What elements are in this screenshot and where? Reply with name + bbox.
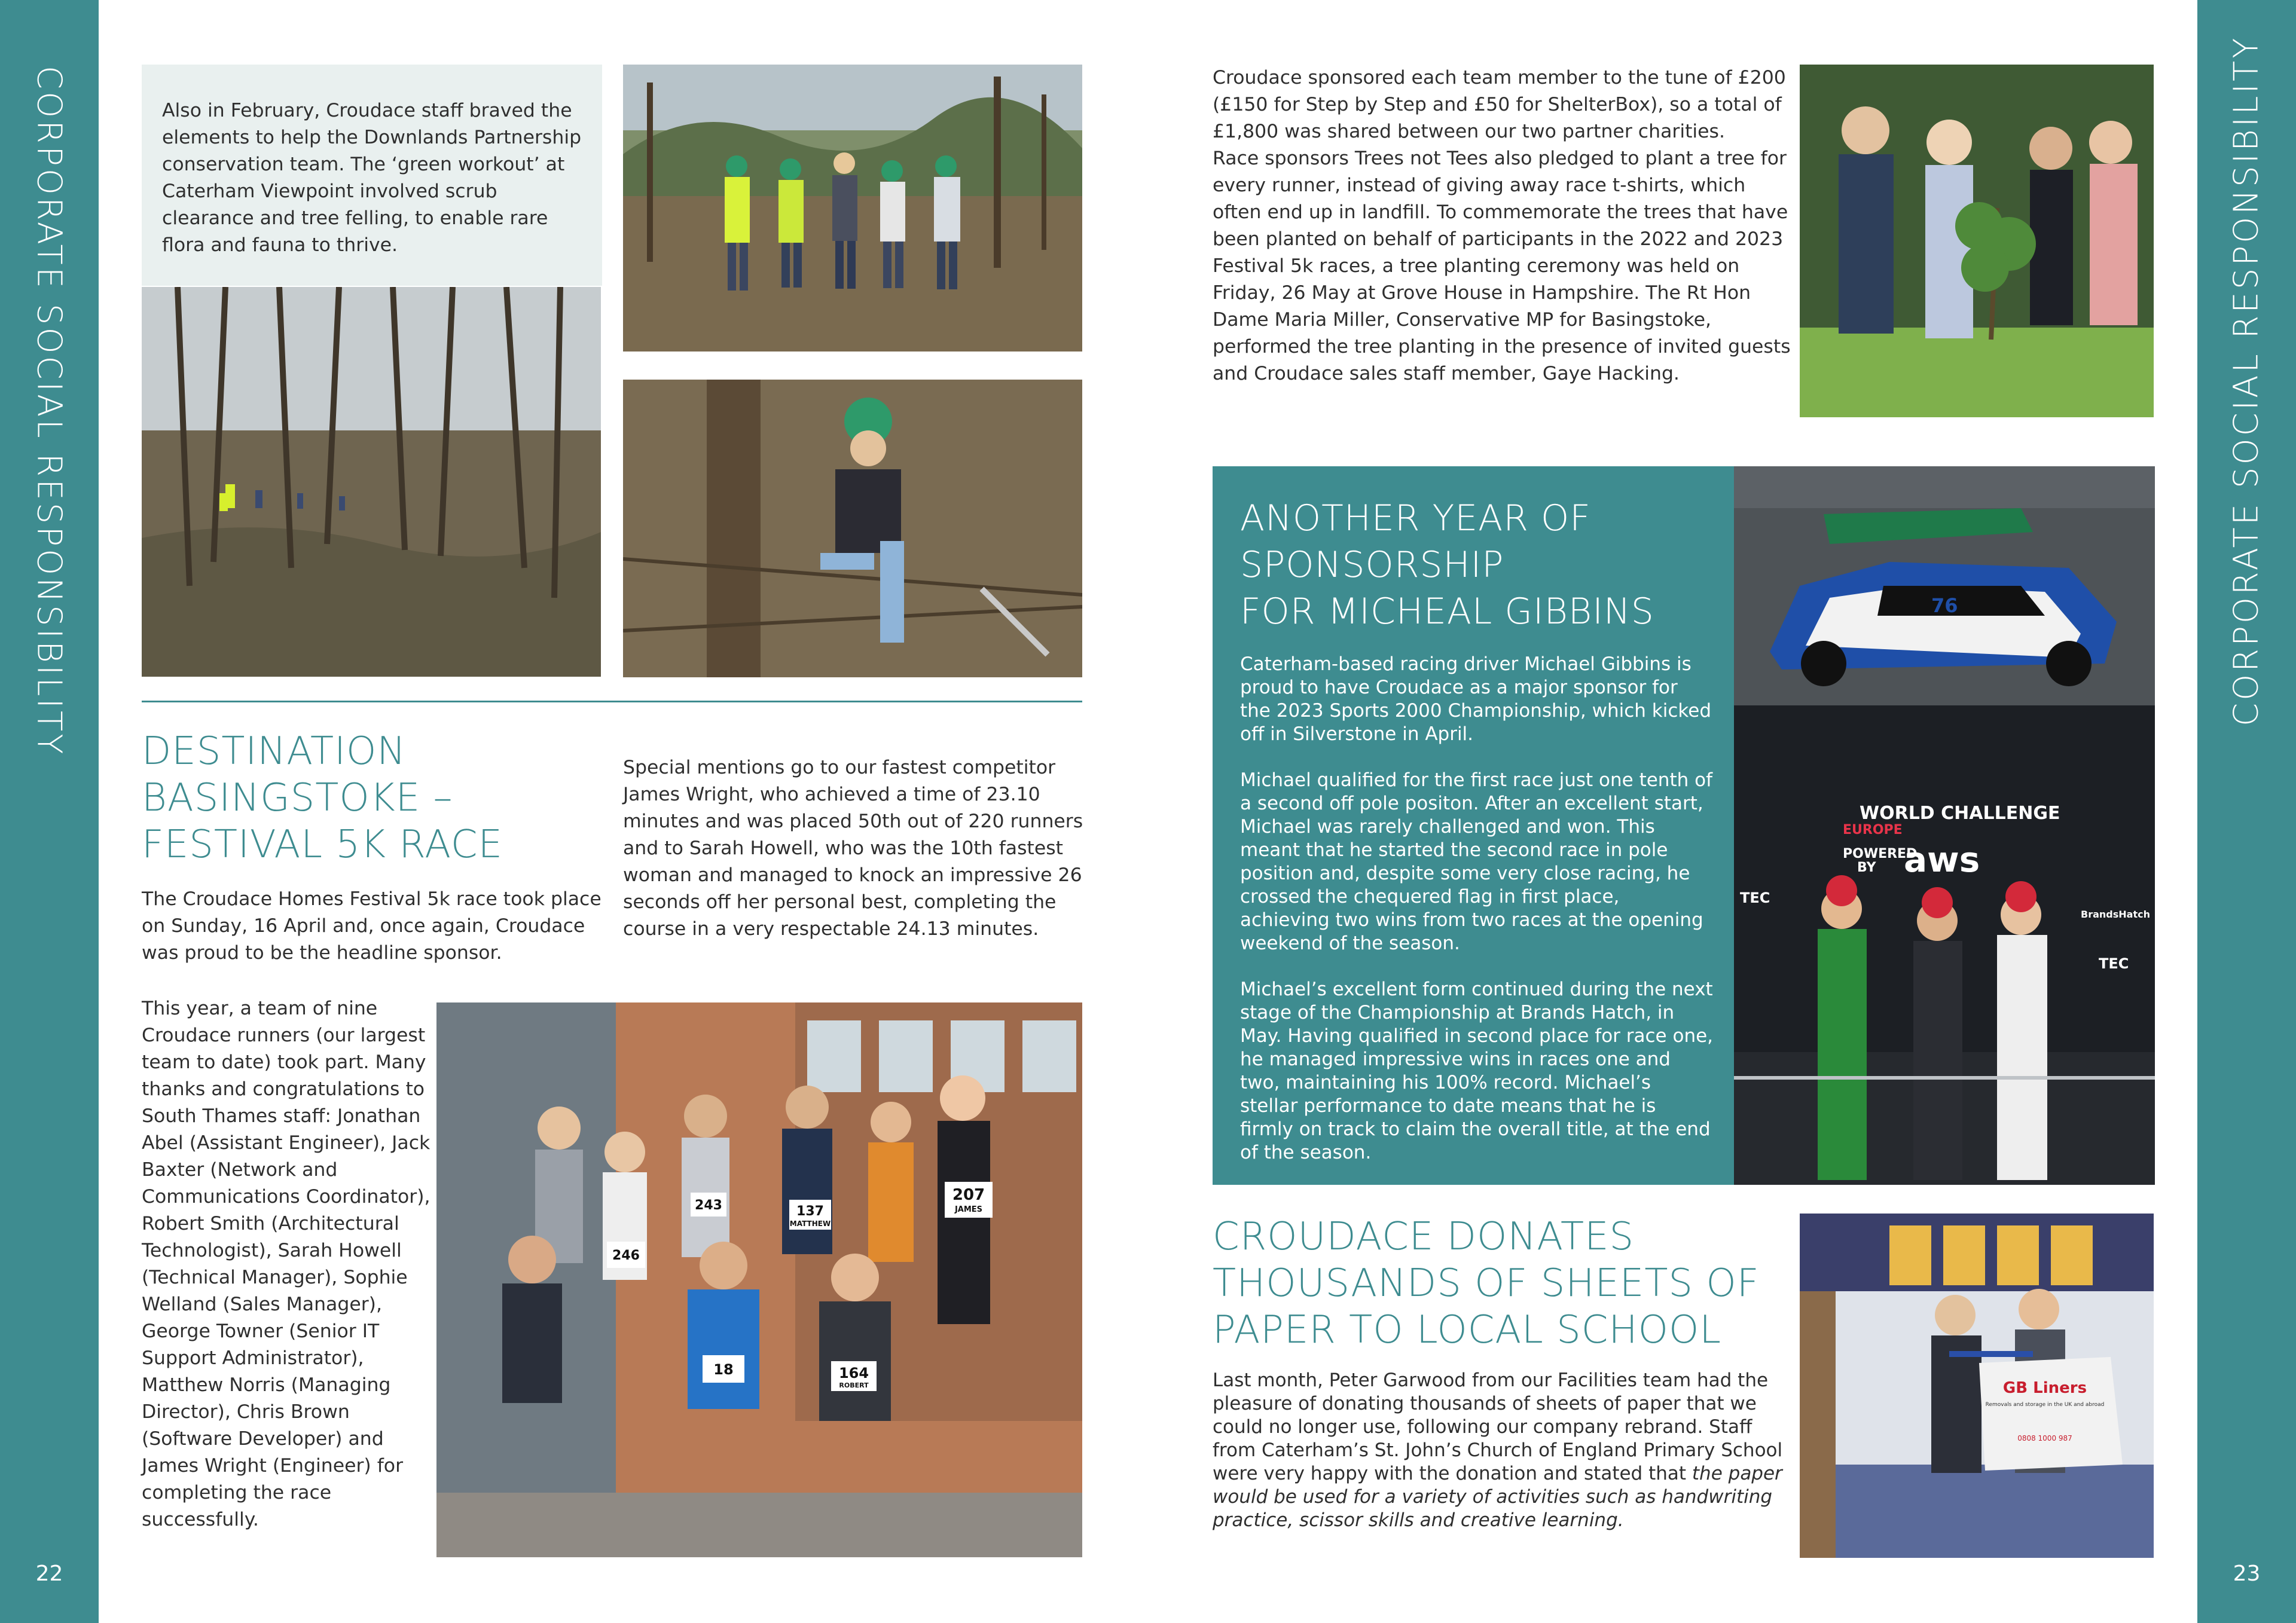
backdrop-tec-right: TEC (2099, 955, 2129, 972)
backdrop-title: WORLD CHALLENGE (1860, 803, 2060, 824)
tree-planting-text: Race sponsors Trees not Tees also pledged to plant a tree for every runner, instead of giving away race t-shirts, which often end up in landfill. To commemorate the trees that have been planted on behalf of participants in the 2022 and 2023 Festival 5k races, a tree planting ceremony was held on Friday, 26 May at Grove House in Hampshire. The Rt Hon Dame Maria Miller, Conservative MP for Basingstoke, performed the tree planting in the presence of invited guests and Croudace sales staff member, Gaye Hacking. (1213, 148, 1791, 384)
section-divider (142, 701, 1082, 702)
race-column-left (142, 728, 602, 967)
school-heading-line1: CROUDACE DONATES (1213, 1215, 1635, 1259)
side-section-label-right: CORPORATE SOCIAL RESPONSIBILITY (2227, 35, 2266, 726)
car-number: 76 (1931, 594, 1958, 617)
box-phone: 0808 1000 987 (2017, 1434, 2072, 1442)
side-section-label-left: CORPORATE SOCIAL RESPONSIBILITY (29, 66, 69, 757)
volunteer-sawing-photo (623, 380, 1082, 677)
race-heading (142, 728, 602, 868)
sponsorship-body (1240, 653, 1713, 1164)
woodland-clearance-photo (142, 287, 601, 677)
bib-number-243: 243 (695, 1198, 722, 1213)
race-intro-text: The Croudace Homes Festival 5k race took place on Sunday, 16 April and, once again, Croudace was proud to be the headline sponsor. (142, 888, 602, 964)
race-car-photo (1734, 466, 2155, 705)
box-brand: GB Liners (2002, 1379, 2087, 1397)
bib-number-164: 164 (838, 1365, 869, 1381)
bib-number-207: 207 (952, 1186, 985, 1204)
race-heading-line3: FESTIVAL 5K RACE (142, 823, 503, 867)
race-column-right (623, 754, 1083, 943)
school-heading-line2: THOUSANDS OF SHEETS OF (1213, 1261, 1760, 1306)
runners-team-photo (436, 1002, 1082, 1557)
school-donation-photo (1800, 1214, 2154, 1558)
race-heading-line1: DESTINATION (142, 729, 407, 774)
sponsorship-heading (1240, 495, 1713, 635)
backdrop-subtitle: EUROPE (1843, 823, 1903, 838)
school-text (1213, 1369, 1787, 1532)
sponsorship-para3: Michael’s excellent form continued during the next stage of the Championship at Brands Hatch, in May. Having qualified in second place for race one, he managed impressive wins in races one and two, maintaining his 100% record. Michael’s stellar performance to date means that he is firmly on track to claim the overall title, at the end of the season. (1240, 979, 1714, 1163)
sponsorship-para1: Caterham-based racing driver Michael Gibbins is proud to have Croudace as a major sponsor for the 2023 Sports 2000 Championship, which kicked off in Silverstone in April. (1240, 653, 1712, 745)
bib-name-james: JAMES (954, 1205, 983, 1214)
intro-box (142, 65, 602, 286)
race-team-text-block (142, 995, 438, 1533)
school-heading-line3: PAPER TO LOCAL SCHOOL (1213, 1308, 1721, 1352)
bib-number-246: 246 (612, 1248, 640, 1263)
tree-planting-photo (1800, 65, 2154, 417)
right-side-band (2197, 0, 2296, 1623)
sponsorship-para2: Michael qualified for the first race just one tenth of a second off pole positon. After an excellent start, Michael was rarely challenged and won. This meant that he started the second race in pole position and, despite some very close racing, he crossed the chequered flag in first place, achieving two wins from two races at the opening weekend of the season. (1240, 769, 1712, 954)
charity-text-block (1213, 65, 1796, 387)
backdrop-tec-left: TEC (1740, 890, 1770, 906)
bib-number-18: 18 (713, 1361, 734, 1378)
backdrop-powered: POWERED (1843, 846, 1918, 861)
left-side-band (0, 0, 99, 1623)
sponsorship-panel (1213, 466, 1736, 1185)
school-heading (1213, 1214, 1787, 1353)
charity-sponsorship-text: Croudace sponsored each team member to the tune of £200 (£150 for Step by Step and £50 for ShelterBox), so a total of £1,800 was shared between our two partner charities. (1213, 67, 1786, 142)
page-number-right: 23 (2233, 1561, 2261, 1586)
backdrop-by: BY (1857, 860, 1876, 875)
sponsorship-heading-line3: FOR MICHEAL GIBBINS (1240, 591, 1654, 632)
sponsorship-heading-line2: SPONSORSHIP (1240, 544, 1504, 586)
race-heading-line2: BASINGSTOKE – (142, 776, 453, 820)
race-team-text: This year, a team of nine Croudace runners (our largest team to date) took part. Many thanks and congratulations to South Thames staff: Jonathan Abel (Assistant Engineer), Jack Baxter (Network and Communications Coordinator), Robert Smith (Architectural Technologist), Sarah Howell (Technical Manager), Sophie Welland (Sales Manager), George Towner (Senior IT Support Administrator), Matthew Norris (Managing Director), Chris Brown (Software Developer) and James Wright (Engineer) for completing the race successfully. (142, 998, 430, 1530)
page-number-left: 22 (35, 1561, 63, 1586)
backdrop-aws: aws (1904, 839, 1980, 880)
race-special-mentions-text: Special mentions go to our fastest competitor James Wright, who achieved a time of 23.10 minutes and was placed 50th out of 220 runners and to Sarah Howell, who was the 10th fastest woman and managed to knock an impressive 26 seconds off her personal best, completing the course in a very respectable 24.13 minutes. (623, 757, 1083, 940)
box-tagline: Removals and storage in the UK and abroad (1985, 1402, 2105, 1408)
intro-text: Also in February, Croudace staff braved the elements to help the Downlands Partnership conservation team. The ‘green workout’ at Caterham Viewpoint involved scrub clearance and tree felling, to enable rare flora and fauna to thrive. (162, 100, 582, 256)
sponsorship-heading-line1: ANOTHER YEAR OF (1240, 497, 1591, 539)
backdrop-brandshatch: BrandsHatch (2081, 909, 2150, 920)
bib-name-matthew: MATTHEW (789, 1219, 831, 1228)
school-text-main: Last month, Peter Garwood from our Facilities team had the pleasure of donating thousands of sheets of paper that we could no longer use, following our company rebrand. Staff from Caterham’s St. John’s Church of England Primary School were very happy with the donation and stated that (1213, 1370, 1783, 1484)
volunteers-group-photo (623, 65, 1082, 352)
podium-photo (1734, 705, 2155, 1185)
bib-name-robert: ROBERT (839, 1381, 869, 1389)
school-column (1213, 1214, 1787, 1532)
bib-number-137: 137 (796, 1204, 824, 1219)
school-text-quote: the paper would be used for a variety of activities such as handwriting practice, scissor skills and creative learning. (1213, 1463, 1782, 1531)
